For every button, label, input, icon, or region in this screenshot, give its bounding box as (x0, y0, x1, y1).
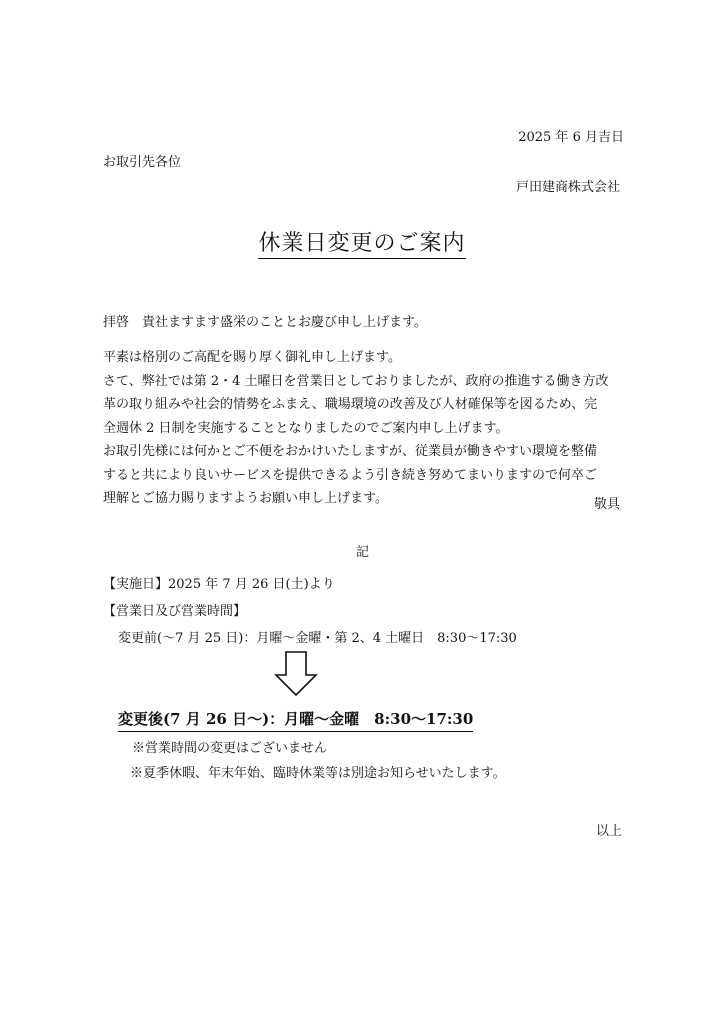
document-title (0, 226, 724, 257)
body-line: 平素は格別のご高配を賜り厚く御礼申し上げます。 (103, 350, 401, 365)
note-hours-unchanged: ※営業時間の変更はございません (132, 741, 328, 756)
hours-before: 変更前(～7 月 25 日)：月曜～金曜・第 2、4 土曜日 8:30～17:30 (118, 631, 517, 646)
body-line: 全週休 2 日制を実施することとなりましたのでご案内申し上げます。 (103, 420, 509, 436)
hours-after-text: 変更後(7 月 26 日～)：月曜～金曜 8:30～17:30 (118, 710, 473, 732)
ki-mark: 記 (356, 545, 370, 560)
body-line: すると共により良いサービスを提供できるよう引き続き努めてまいりますので何卒ご (103, 467, 598, 483)
body-line: お取引先様には何かとご不便をおかけいたしますが、従業員が働きやすい環境を整備 (103, 444, 598, 459)
end-mark: 以上 (595, 824, 622, 839)
hours-after (118, 708, 473, 729)
recipient: お取引先各位 (103, 155, 182, 170)
sender-company: 戸田建商株式会社 (515, 180, 620, 195)
down-arrow-icon (274, 651, 318, 697)
implementation-date: 【実施日】2025 年 7 月 26 日(土)より (103, 577, 335, 592)
body-line: さて、弊社では第 2・4 土曜日を営業日としておりましたが、政府の推進する働き方改 (103, 373, 609, 389)
hours-heading: 【営業日及び営業時間】 (103, 604, 247, 619)
document-date: 2025 年 6 月吉日 (518, 130, 624, 145)
document-title-text: 休業日変更のご案内 (258, 231, 465, 259)
closing-word: 敬具 (593, 497, 620, 512)
note-holidays: ※夏季休暇、年末年始、臨時休業等は別途お知らせいたします。 (130, 766, 506, 781)
body-text (103, 346, 623, 511)
body-line: 革の取り組みや社会的情勢をふまえ、職場環境の改善及び人材確保等を図るため、完 (103, 397, 598, 412)
body-line: 理解とご協力賜りますようお願い申し上げます。 (103, 491, 388, 506)
greeting: 拝啓 貴社ますます盛栄のこととお慶び申し上げます。 (103, 315, 427, 330)
